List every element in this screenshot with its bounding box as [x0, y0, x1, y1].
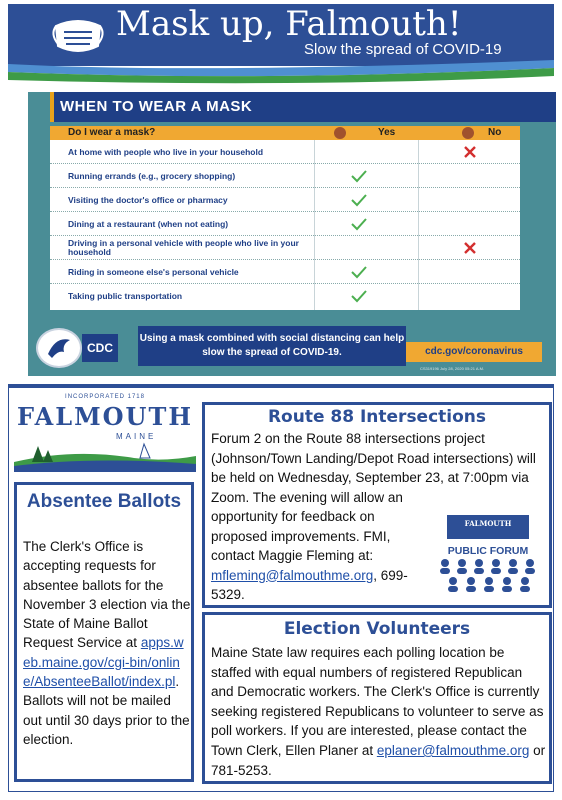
logo-town-name: FALMOUTH — [16, 402, 194, 431]
cdc-fine-print: CS319196 July 28, 2020 05:21 A.M. — [420, 366, 485, 371]
mfleming-email-link[interactable]: mfleming@falmouthme.org — [211, 567, 374, 583]
checkmark-icon — [350, 288, 368, 304]
masked-person-icon — [334, 127, 346, 139]
falmouth-town-logo — [14, 392, 196, 474]
route-88-contact — [211, 507, 429, 605]
table-row — [50, 140, 520, 164]
route-88-box — [202, 402, 552, 608]
heading-accent — [50, 92, 54, 122]
election-title: Election Volunteers — [283, 619, 471, 639]
election-text-before: Maine State law requires each polling location be staffed with equal numbers of registered Republican and Democratic workers. The Clerk's Office is currently seeking registered Republicans to volunteer to serve as poll workers. If you are interested, please contact the Town Clerk, Ellen Planer at — [211, 645, 544, 758]
cdc-heading-bar — [50, 92, 556, 122]
absentee-title: Absentee Ballots — [26, 491, 182, 512]
row-label: Driving in a personal vehicle with people who live in your household — [68, 238, 299, 257]
checkmark-icon — [350, 264, 368, 280]
banner — [0, 0, 562, 84]
banner-title: Mask up, Falmouth! — [116, 4, 462, 44]
election-body — [211, 643, 547, 780]
absentee-text-after: . Ballots will not be mailed out until 30 days prior to the election. — [23, 674, 190, 747]
row-label: Dining at a restaurant (when not eating) — [68, 219, 229, 229]
checkmark-icon — [350, 168, 368, 184]
cdc-website-link[interactable]: cdc.gov/coronavirus — [406, 342, 542, 362]
table-row — [50, 164, 520, 188]
no-header: No — [488, 127, 502, 138]
forum-sign — [447, 515, 529, 539]
banner-subtitle: Slow the spread of COVID-19 — [304, 41, 502, 58]
absentee-body — [23, 537, 191, 749]
distancing-message: Using a mask combined with social distancing can help slow the spread of COVID-19. — [138, 326, 406, 366]
route-88-text: Forum 2 on the Route 88 intersections project (Johnson/Town Landing/Depot Road intersections) will be held on Wednesday, September 23, at 7:00pm via Zoom. The evening will allow an — [211, 431, 536, 505]
logo-state: MAINE — [116, 432, 157, 441]
route-88-phone: , 699-5329. — [211, 567, 408, 602]
audience-icon — [435, 557, 541, 593]
forum-label: PUBLIC FORUM — [447, 545, 529, 557]
table-row — [50, 260, 520, 284]
yes-header: Yes — [378, 127, 396, 138]
cross-icon — [462, 144, 478, 160]
absentee-request-link[interactable]: apps.web.maine.gov/cgi-bin/online/AbsenteeBallot/index.pl — [23, 635, 184, 690]
table-row — [50, 236, 520, 260]
banner-swoosh — [0, 58, 562, 84]
question-header: Do I wear a mask? — [68, 127, 156, 138]
eagle-icon — [38, 330, 80, 366]
cdc-logo: CDC — [82, 334, 118, 362]
table-row — [50, 284, 520, 308]
route-88-contact-text: opportunity for feedback on proposed improvements. FMI, contact Maggie Fleming at: — [211, 509, 391, 563]
forum-sign-text: FALMOUTH — [464, 519, 512, 528]
row-label: Visiting the doctor's office or pharmacy — [68, 195, 228, 205]
cdc-mask-guidance-panel — [28, 92, 556, 376]
unmasked-person-icon — [462, 127, 474, 139]
row-label: At home with people who live in your household — [68, 147, 264, 157]
face-mask-icon — [48, 8, 108, 60]
checkmark-icon — [350, 192, 368, 208]
table-row — [50, 188, 520, 212]
table-row — [50, 212, 520, 236]
checkmark-icon — [350, 216, 368, 232]
mask-guidance-table — [50, 126, 520, 310]
cdc-heading: WHEN TO WEAR A MASK — [60, 98, 253, 115]
route-88-title: Route 88 Intersections — [267, 407, 487, 427]
row-label: Running errands (e.g., grocery shopping) — [68, 171, 236, 181]
row-label: Taking public transportation — [68, 291, 183, 301]
public-forum-graphic — [433, 515, 543, 595]
table-header — [50, 126, 520, 140]
election-text-after: or 781-5253. — [211, 742, 546, 778]
absentee-text-before: The Clerk's Office is accepting requests for absentee ballots for the November 3 election via the State of Maine Ballot Request Service at — [23, 539, 191, 651]
election-volunteers-box — [202, 612, 552, 784]
absentee-ballots-box — [14, 482, 194, 782]
logo-incorporated: INCORPORATED 1718 — [65, 394, 145, 400]
row-label: Riding in someone else's personal vehicle — [68, 267, 239, 277]
landscape-art — [14, 440, 196, 472]
eplaner-email-link[interactable]: eplaner@falmouthme.org — [376, 742, 530, 758]
cross-icon — [462, 240, 478, 256]
hhs-seal-logo — [36, 328, 82, 368]
